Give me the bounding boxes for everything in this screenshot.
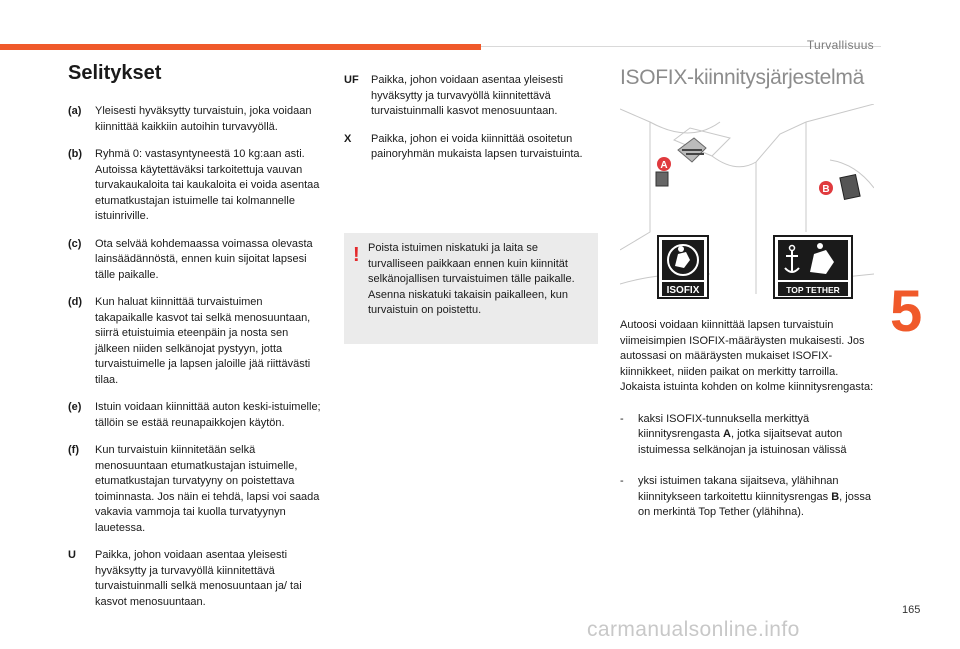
legend-entry-e: (e) Istuin voidaan kiinnittää auton keski-istuimelle; tällöin se estää reunapaikkojen käytön.: [68, 401, 321, 429]
legend-entry-c: (c) Ota selvää kohdemaassa voimassa olevasta lainsäädännöstä, ennen kuin sijoitat lapsesi tälle paikalle.: [68, 237, 313, 281]
isofix-illustration: [620, 104, 874, 304]
legend-column-middle: [344, 73, 600, 175]
bullet-anchor-a: - kaksi ISOFIX-tunnuksella merkittyä kiinnitysrengasta A, jotka sijaitsevat auton istuimessa selkänojan ja istuinosan välissä: [620, 412, 847, 456]
svg-text:ISOFIX: ISOFIX: [666, 285, 700, 296]
legend-entry-u: U Paikka, johon voidaan asentaa yleisesti hyväksytty ja turvavyöllä kiinnitettävä turvaistuinmalli selkä menosuuntaan ja/ tai kasvot menosuuntaan.: [68, 549, 302, 608]
legend-entry-uf: UF Paikka, johon voidaan asentaa yleisesti hyväksytty ja turvavyöllä kiinnitettävä turvaistuinmalli kasvot menosuuntaan.: [344, 74, 564, 117]
chapter-number: 5: [890, 279, 923, 344]
section-header: Turvallisuus: [806, 38, 874, 52]
bullet-anchor-b: - yksi istuimen takana sijaitseva, ylähihnan kiinnitykseen tarkoitettu kiinnitysrengas B, jossa on merkintä Top Tether (ylähihna).: [620, 475, 871, 518]
warning-text: Poista istuimen niskatuki ja laita se turvalliseen paikkaan ennen kuin kiinnität selkänojallisen turvaistuimen tälle paikalle. Asenna niskatuki takaisin paikalleen, kun turvaistuin on poistettu.: [368, 242, 575, 317]
svg-text:B: B: [822, 184, 830, 195]
marker-b: [819, 181, 833, 195]
legend-entry-x: X Paikka, johon ei voida kiinnittää osoitetun painoryhmän mukaista lapsen turvaistuinta.: [344, 132, 583, 160]
legend-entry-d: (d) Kun haluat kiinnittää turvaistuimen takapaikalle kasvot tai selkä menosuuntaan, siirrä etuistuimia eteenpäin ja nosta sen jälkeen niiden selkänojat pystyyn, jotta turvaistuimelle ja lapsen jaloille jää riittävästi tilaa.: [68, 296, 311, 386]
svg-text:TOP TETHER: TOP TETHER: [786, 285, 840, 295]
legend-title: Selitykset: [68, 62, 162, 84]
isofix-intro: Autoosi voidaan kiinnittää lapsen turvaistuin viimeisimpien ISOFIX-määräysten mukaisesti. Jos autossasi on määräysten mukaiset ISOFIX-kiinnikkeet, niiden paikat on merkitty tarroilla. Jokaista istuinta kohden on kolme kiinnitysrengasta:: [620, 319, 874, 393]
isofix-text: [620, 318, 878, 537]
page-number: 165: [902, 604, 921, 616]
legend-entry-a: (a) Yleisesti hyväksytty turvaistuin, joka voidaan kiinnittää kaikkiin autoihin turvavyöllä.: [68, 105, 312, 133]
isofix-label-icon: [658, 236, 708, 298]
isofix-title: ISOFIX-kiinnitysjärjestelmä: [620, 66, 864, 89]
warning-box: [344, 233, 598, 344]
anchor-label-sticker-a: [656, 172, 668, 186]
svg-text:A: A: [660, 160, 668, 171]
legend-entry-b: (b) Ryhmä 0: vastasyntyneestä 10 kg:aan asti. Autoissa käytettäväksi tarkoitettuja vauvan turvakaukaloita tai kaukaloita ei voida asentaa etumatkustajan istuimelle tai kolmannelle istuinriville.: [68, 148, 320, 222]
legend-column-left: [68, 104, 322, 622]
watermark: carmanualsonline.info: [587, 618, 800, 641]
legend-entry-f: (f) Kun turvaistuin kiinnitetään selkä menosuuntaan etumatkustajan istuimelle, etumatkustajan turvatyyny on poistettava toiminnasta. Jos näin ei tehdä, lapsi voi saada vakavia vammoja tai kuolla turvatyynyn lauetessa.: [68, 444, 320, 534]
exclamation-icon: !: [353, 244, 360, 266]
marker-a: [657, 157, 671, 171]
accent-bar: [0, 44, 481, 50]
top-tether-label-icon: [774, 236, 852, 298]
